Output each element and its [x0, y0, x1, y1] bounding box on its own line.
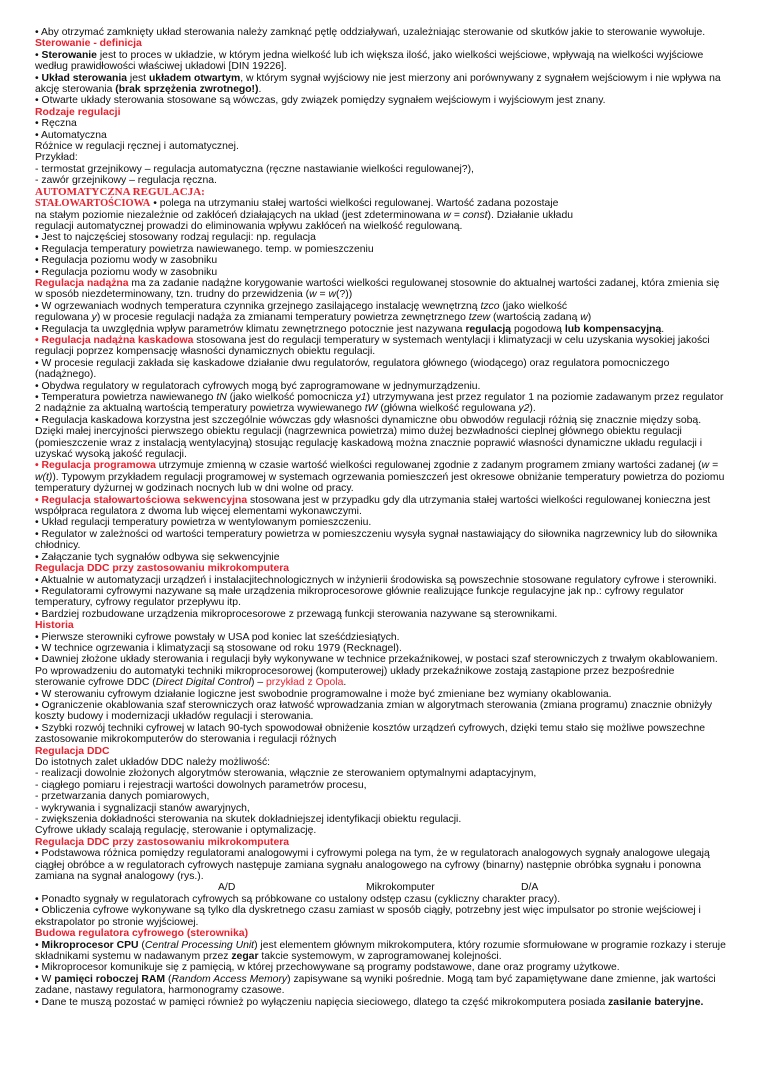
- list-item: • Pierwsze sterowniki cyfrowe powstały w USA pod koniec lat sześćdziesiątych.: [35, 631, 400, 643]
- list-item: • Układ regulacji temperatury powietrza w wentylowanym pomieszczeniu.: [35, 517, 372, 529]
- list-item: • W procesie regulacji zakłada się kaskadowe działanie dwu regulatorów, regulatora głównego (wiodącego) oraz regulatora pomocniczego (nadążnego).: [35, 357, 670, 381]
- list-item: • Aktualnie w automatyzacji urządzeń i instalacjitechnologicznych w inżynierii środowiska są powszechnie stosowane regulatory cyfrowe i sterowniki.: [35, 574, 717, 586]
- paragraph: • Regulacja stałowartościowa sekwencyjna stosowana jest w przypadku gdy dla utrzymania stałej wartości wielkości regulowanej konieczna jest współpraca regulatora z dwoma lub więcej elementami wykonawczymi.: [35, 494, 711, 518]
- paragraph: Regulacja nadążna ma za zadanie nadążne korygowanie wartości wielkości regulowanej stosownie do aktualnej wartości zadanej, która zmienia się w sposób niezdeterminowany, tzn. trudny do przewidzenia (w = w(?)): [35, 277, 720, 301]
- list-item: - zwiększenia dokładności sterowania na skutek dokładniejszej identyfikacji obiektu regulacji.: [35, 814, 462, 826]
- paragraph: Przykład:: [35, 152, 78, 164]
- list-item: • Regulacja poziomu wody w zasobniku: [35, 266, 218, 278]
- list-item: • Jest to najczęściej stosowany rodzaj regulacji: np. regulacja: [35, 232, 316, 244]
- list-item: • Załączanie tych sygnałów odbywa się sekwencyjnie: [35, 551, 280, 563]
- paragraph: • Regulacja programowa utrzymuje zmienną w czasie wartość wielkości regulowanej zgodnie z zadanym programem zmiany wartości zadanej (w = w(t)). Typowym przykładem regulacji programowej w systemach ogrzewania pomieszczeń jest okresowe obniżanie temperatury powietrza do poziomu temperatury dyżurnej w godzinach nocnych lub w dni wolne od pracy.: [35, 460, 725, 495]
- paragraph: • Mikroprocesor CPU (Central Processing Unit) jest elementem głównym mikrokomputera, który rozumie sformułowane w programie rozkazy i steruje składnikami systemu w nadawanym przez zegar takcie systemowym, w zaprogramowanej kolejności.: [35, 939, 726, 962]
- paragraph: • Dane te muszą pozostać w pamięci również po wyłączeniu napięcia sieciowego, dlatego ta część mikrokomputera posiada zasilanie bateryjne.: [35, 996, 704, 1008]
- paragraph: regulacji automatycznej prowadzi do eliminowania wpływu zakłóceń na wielkość regulowaną.: [35, 220, 463, 232]
- paragraph: Do istotnych zalet układów DDC należy możliwość:: [35, 757, 271, 768]
- list-item: • Mikroprocesor komunikuje się z pamięcią, w której przechowywane są programy podstawowe, dane oraz programy użytkowe.: [35, 962, 620, 974]
- section-heading: Budowa regulatora cyfrowego (sterownika): [35, 928, 249, 940]
- list-item: - ciągłego pomiaru i rejestracji wartości dowolnych parametrów procesu,: [35, 779, 367, 791]
- list-item: • Regulacja poziomu wody w zasobniku: [35, 255, 218, 267]
- list-item: • Podstawowa różnica pomiędzy regulatorami analogowymi i cyfrowymi polega na tym, że w regulatorach analogowych sygnały analogowe ulegają ciągłej obróbce a w regulatorach cyfrowych następuje zamiana sygnału analogowego na cyfrowy (binarny) następnie obróbka sygnału i ponowna zamiana na sygnał analogowy (rys.).: [35, 848, 710, 883]
- paragraph: • Aby otrzymać zamknięty układ sterowania należy zamknąć pętlę oddziaływań, uzależniając sterowanie od skutków jakie to sterowanie wywołuje.: [35, 27, 706, 38]
- list-item: - przetwarzania danych pomiarowych,: [35, 791, 210, 803]
- list-item: • Obliczenia cyfrowe wykonywane są tylko dla dyskretnego czasu zamiast w sposób ciągły, potrzebny jest więc impulsator po stronie wejściowej i ekstrapolator po stronie wyjściowej.: [35, 905, 701, 928]
- paragraph: • Układ sterowania jest układem otwartym, w którym sygnał wyjściowy nie jest mierzony ani porównywany z sygnałem wejściowym i nie wpływa na akcję sterowania (brak sprzężenia zwrotnego!).: [35, 72, 721, 96]
- section-heading: Regulacja DDC przy zastosowaniu mikrokomputera: [35, 836, 290, 848]
- section-heading: Regulacja DDC: [35, 745, 110, 757]
- list-item: • Szybki rozwój techniki cyfrowej w latach 90-tych spowodował obniżenie kosztów urządzeń cyfrowych, dzięki temu stało się możliwe powszechne zastosowanie mikrokomputerów do sterowania i regulacji różnych: [35, 722, 706, 746]
- spacer: [35, 882, 218, 893]
- list-item: • Bardziej rozbudowane urządzenia mikroprocesorowe z przewagą funkcji sterowania nazywane są sterownikami.: [35, 608, 558, 620]
- paragraph: na stałym poziomie niezależnie od zakłóceń działających na układ (jest zdeterminowana w = const). Działanie układu: [35, 209, 574, 221]
- list-item: • Obydwa regulatory w regulatorach cyfrowych mogą być zaprogramowane w jednymurządzeniu.: [35, 380, 481, 392]
- paragraph: regulowana y) w procesie regulacji nadąża za zmianami temperatury powietrza zewnętrznego tzew (wartością zadaną w): [35, 312, 592, 324]
- da-label: D/A: [521, 882, 539, 894]
- paragraph: • Dawniej złożone układy sterowania i regulacji były wykonywane w technice przekaźnikowej, w postaci szaf sterowniczych z trwałym okablowaniem. Po wprowadzeniu do automatyki techniki mikroprocesorowej (komputerowej) układy przekaźnikowe zostają zastąpione przez bezpośrednie sterowanie cyfrowe DDC (Direct Digital Control) – przykład z Opola.: [35, 654, 718, 689]
- list-item: • W sterowaniu cyfrowym działanie logiczne jest swobodnie programowalne i może być zmieniane bez wymiany okablowania.: [35, 688, 612, 700]
- list-item: • Regulacja temperatury powietrza nawiewanego. temp. w pomieszczeniu: [35, 243, 374, 255]
- signal-chain-labels: [35, 882, 726, 893]
- list-item: • Regulacja kaskadowa korzystna jest szczególnie wówczas gdy własności dynamiczne obu obwodów regulacji różnią się znacznie między sobą. Dzięki małej inercyjności pierwszego obiektu regulacji (nagrzewnica powietrza) mimo dużej bezwładności cieplnej głównego obiektu regulacji (pomieszczenie wraz z instalacją wentylacyjną) stosując regulację kaskadową można znacznie poprawić własności dynamiczne układu regulacji i uzyskać wysoką jakość regulacji.: [35, 414, 703, 461]
- section-heading: AUTOMATYCZNA REGULACJA:: [35, 185, 205, 198]
- section-heading: Sterowanie - definicja: [35, 38, 142, 50]
- list-item: • Ponadto sygnały w regulatorach cyfrowych są próbkowane co ustalony odstęp czasu (cykliczny charakter pracy).: [35, 893, 561, 905]
- section-heading: Regulacja DDC przy zastosowaniu mikrokomputera: [35, 563, 290, 575]
- section-heading: Rodzaje regulacji: [35, 106, 121, 118]
- section-heading: Historia: [35, 620, 74, 632]
- list-item: • Regulatorami cyfrowymi nazywane są małe urządzenia mikroprocesorowe głównie realizujące funkcje regulacyjne jak np.: cyfrowy regulator temperatury, cyfrowy regulator przepływu itp.: [35, 585, 684, 609]
- list-item: - termostat grzejnikowy – regulacja automatyczna (ręczne nastawianie wielkości regulowanej?),: [35, 163, 474, 175]
- list-item: - realizacji dowolnie złożonych algorytmów sterowania, włącznie ze sterowaniem optymalnymi adaptacyjnym,: [35, 768, 537, 780]
- paragraph: • Sterowanie jest to proces w układzie, w którym jedna wielkość lub ich większa ilość, jako wielkości wejściowe, wpływają na wielkości wyjściowe według prawidłowości właściwej układowi [DIN 19226].: [35, 49, 704, 73]
- list-item: • W technice ogrzewania i klimatyzacji są stosowane od roku 1979 (Recknagel).: [35, 642, 402, 654]
- paragraph: • Temperatura powietrza nawiewanego tN (jako wielkość pomocnicza y1) utrzymywana jest przez regulator 1 na poziomie zadawanym przez regulator 2 nadążnie za aktualną wartością temperatury powietrza wywiewanego tW (główna wielkość regulowana y2).: [35, 392, 724, 415]
- list-item: • Automatyczna: [35, 129, 107, 141]
- list-item: • Ograniczenie okablowania szaf sterowniczych oraz łatwość wprowadzania zmian w algorytmach sterowania (zmiana programu) znacznie obniżyły koszty budowy i modernizacji układów regulacji i sterowania.: [35, 699, 713, 723]
- ad-label: A/D: [218, 882, 236, 894]
- paragraph: • W ogrzewaniach wodnych temperatura czynnika grzejnego zasilającego instalację wewnętrzną tzco (jako wielkość: [35, 300, 568, 312]
- list-item: - zawór grzejnikowy – regulacja ręczna.: [35, 175, 217, 187]
- paragraph: Różnice w regulacji ręcznej i automatycznej.: [35, 141, 239, 153]
- list-item: • Ręczna: [35, 118, 77, 130]
- paragraph: • Regulacja nadążna kaskadowa stosowana jest do regulacji temperatury w systemach wentylacji i klimatyzacji w celu uzyskania wysokiej jakości regulacji poprzez kompensację własności dynamicznych obiektu regulacji.: [35, 334, 710, 358]
- list-item: • Regulator w zależności od wartości temperatury powietrza w pomieszczeniu wysyła sygnał nastawiający do siłownika nagrzewnicy lub do siłownika chłodnicy.: [35, 528, 718, 552]
- paragraph: • Otwarte układy sterowania stosowane są wówczas, gdy związek pomiędzy sygnałem wejściowym i wyjściowym jest znany.: [35, 95, 606, 107]
- microcomputer-label: Mikrokomputer: [366, 882, 435, 894]
- paragraph: • W pamięci roboczej RAM (Random Access Memory) zapisywane są wyniki pośrednie. Mogą tam być zapamiętywane dane zmienne, jak wartości zadane, nastawy regulatora, harmonogramy czasowe.: [35, 973, 716, 997]
- paragraph: STAŁOWARTOŚCIOWA • polega na utrzymaniu stałej wartości wielkości regulowanej. Wartość zadana pozostaje: [35, 198, 559, 210]
- list-item: - wykrywania i sygnalizacji stanów awaryjnych,: [35, 802, 250, 814]
- paragraph: Cyfrowe układy scalają regulację, sterowanie i optymalizację.: [35, 825, 317, 837]
- paragraph: • Regulacja ta uwzględnia wpływ parametrów klimatu zewnętrznego potocznie jest nazywana regulacją pogodową lub kompensacyjną.: [35, 323, 665, 335]
